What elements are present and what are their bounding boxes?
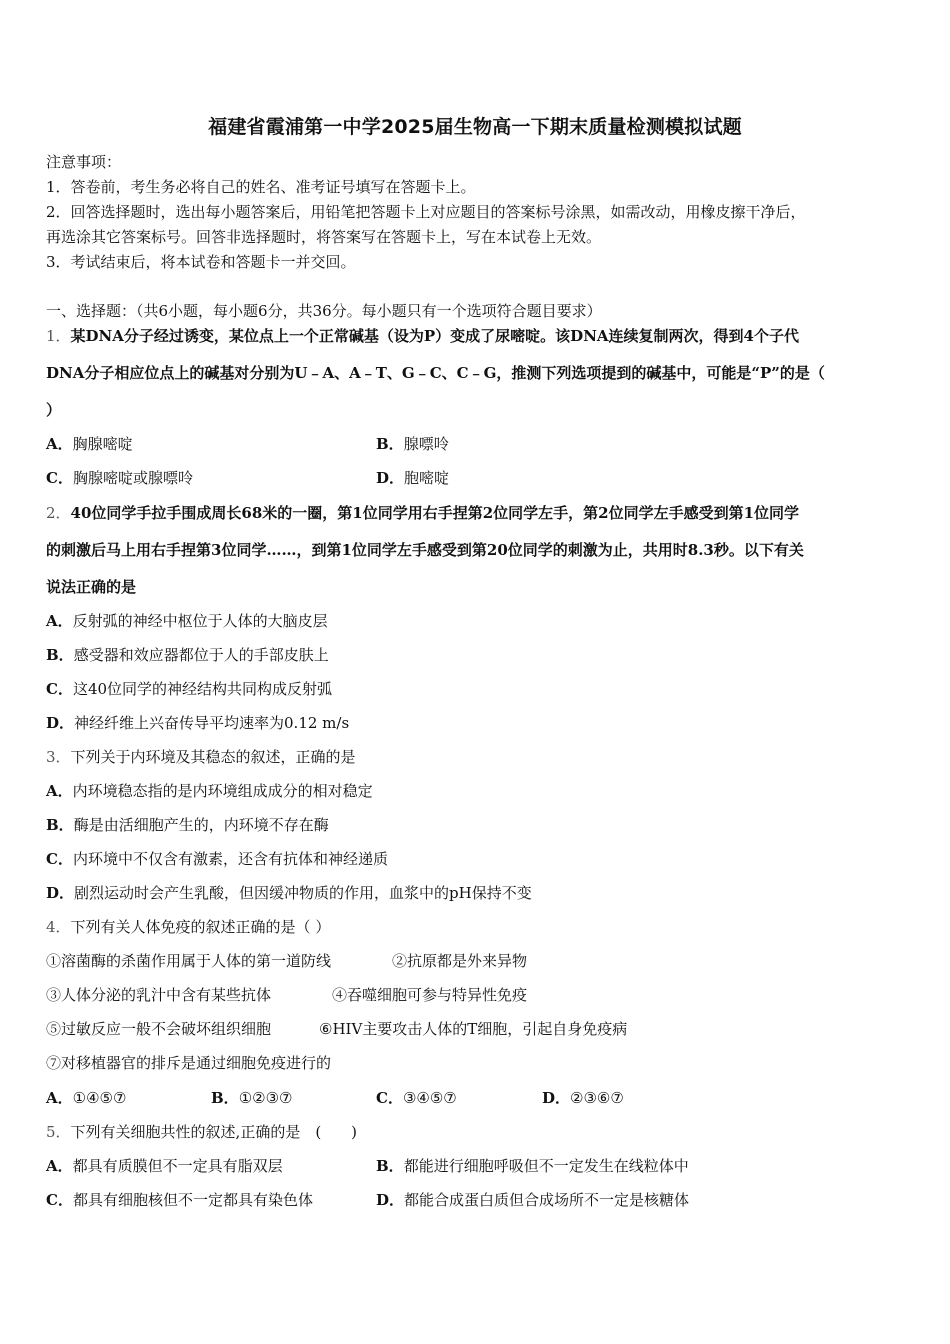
q5-option-d[interactable]: D．都能合成蛋白质但合成场所不一定是核糖体 (376, 1191, 690, 1209)
q1-option-a[interactable]: A．胸腺嘧啶 (46, 435, 133, 453)
q4-statement-3: ③人体分泌的乳汁中含有某些抗体 (46, 986, 272, 1004)
notice-item-3: 3．考试结束后，将本试卷和答题卡一并交回。 (46, 253, 356, 271)
q4-stem: 4．下列有关人体免疫的叙述正确的是（ ） (46, 918, 331, 936)
notice-item-1: 1．答卷前，考生务必将自己的姓名、准考证号填写在答题卡上。 (46, 178, 476, 196)
q1-stem-line-2: DNA分子相应位点上的碱基对分别为U﹣A、A﹣T、G﹣C、C﹣G，推测下列选项提到的碱基中，可能是“P”的是（ (46, 364, 825, 382)
q1-option-b[interactable]: B．腺嘌呤 (376, 435, 449, 453)
q5-option-c[interactable]: C．都具有细胞核但不一定都具有染色体 (46, 1191, 313, 1209)
q4-statement-2: ②抗原都是外来异物 (392, 952, 528, 970)
q3-number: 3． (46, 748, 71, 766)
q1-stem-line-1: 1．某DNA分子经过诱变，某位点上一个正常碱基（设为P）变成了尿嘧啶。该DNA连续复制两次，得到4个子代 (46, 327, 799, 345)
q1-option-d[interactable]: D．胞嘧啶 (376, 469, 450, 487)
q4-option-c[interactable]: C．③④⑤⑦ (376, 1089, 457, 1107)
notice-item-2: 2．回答选择题时，选出每小题答案后，用铅笔把答题卡上对应题目的答案标号涂黑，如需改动，用橡皮擦干净后， (46, 203, 806, 221)
q2-option-d[interactable]: D．神经纤维上兴奋传导平均速率为0.12 m/s (46, 714, 350, 732)
q5-stem: 5．下列有关细胞共性的叙述,正确的是 ( ) (46, 1123, 358, 1141)
q5-option-a[interactable]: A．都具有质膜但不一定具有脂双层 (46, 1157, 283, 1175)
q1-option-c[interactable]: C．胸腺嘧啶或腺嘌呤 (46, 469, 193, 487)
q2-option-a[interactable]: A．反射弧的神经中枢位于人体的大脑皮层 (46, 612, 328, 630)
notice-heading: 注意事项： (46, 153, 122, 171)
page-title: 福建省霞浦第一中学2025届生物高一下期末质量检测模拟试题 (208, 116, 742, 138)
q2-stem-line-2: 的刺激后马上用右手捏第3位同学……，到第1位同学左手感受到第20位同学的刺激为止，共用时8.3秒。以下有关 (46, 541, 804, 559)
q4-option-d[interactable]: D．②③⑥⑦ (542, 1089, 624, 1107)
q5-number: 5． (46, 1123, 71, 1141)
q4-option-a[interactable]: A．①④⑤⑦ (46, 1089, 127, 1107)
q5-option-b[interactable]: B．都能进行细胞呼吸但不一定发生在线粒体中 (376, 1157, 689, 1175)
q2-stem-line-1: 2．40位同学手拉手围成周长68米的一圈，第1位同学用右手捏第2位同学左手，第2位同学左手感受到第1位同学 (46, 504, 800, 522)
q4-statement-6: ⑥HIV主要攻击人体的T细胞，引起自身免疫病 (319, 1020, 628, 1038)
q4-statement-5: ⑤过敏反应一般不会破坏组织细胞 (46, 1020, 272, 1038)
q2-option-b[interactable]: B．感受器和效应器都位于人的手部皮肤上 (46, 646, 329, 664)
q3-option-c[interactable]: C．内环境中不仅含有激素，还含有抗体和神经递质 (46, 850, 388, 868)
q4-number: 4． (46, 918, 71, 936)
q4-statement-7: ⑦对移植器官的排斥是通过细胞免疫进行的 (46, 1054, 332, 1072)
q4-option-b[interactable]: B．①②③⑦ (211, 1089, 293, 1107)
q2-option-c[interactable]: C．这40位同学的神经结构共同构成反射弧 (46, 680, 333, 698)
notice-item-2-cont: 再选涂其它答案标号。回答非选择题时，将答案写在答题卡上，写在本试卷上无效。 (46, 228, 602, 246)
q3-option-d[interactable]: D．剧烈运动时会产生乳酸，但因缓冲物质的作用，血浆中的pH保持不变 (46, 884, 532, 902)
q3-stem: 3．下列关于内环境及其稳态的叙述，正确的是 (46, 748, 356, 766)
q2-stem-line-3: 说法正确的是 (46, 578, 137, 596)
q2-number: 2． (46, 504, 71, 522)
q3-option-a[interactable]: A．内环境稳态指的是内环境组成成分的相对稳定 (46, 782, 373, 800)
q4-statement-4: ④吞噬细胞可参与特异性免疫 (332, 986, 528, 1004)
section-heading: 一、选择题：（共6小题，每小题6分，共36分。每小题只有一个选项符合题目要求） (46, 302, 602, 320)
q1-number: 1． (46, 327, 71, 345)
q3-option-b[interactable]: B．酶是由活细胞产生的，内环境不存在酶 (46, 816, 329, 834)
q4-statement-1: ①溶菌酶的杀菌作用属于人体的第一道防线 (46, 952, 332, 970)
q1-stem-line-3: ） (46, 401, 62, 419)
